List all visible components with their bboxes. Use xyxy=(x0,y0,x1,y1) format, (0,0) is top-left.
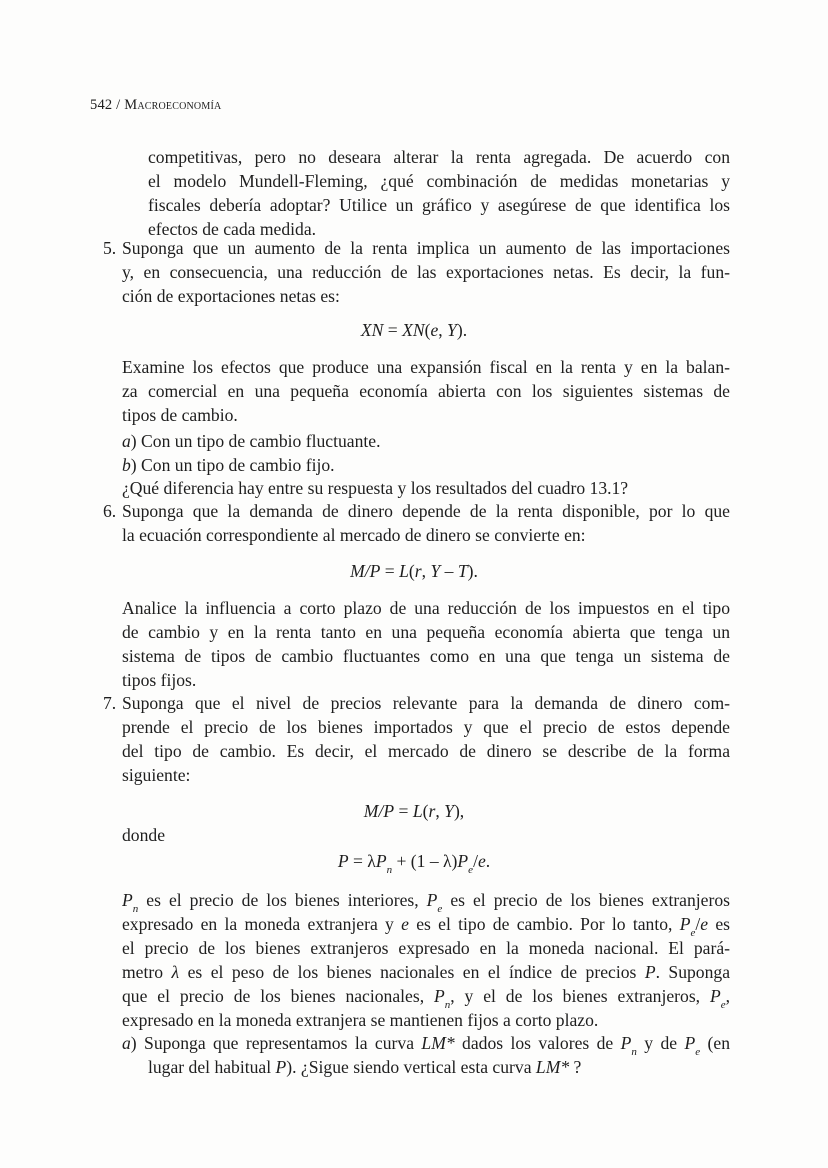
italic-text: LM* xyxy=(421,1033,455,1053)
text-run: – xyxy=(440,561,458,581)
equation xyxy=(0,799,828,823)
text-run: expresado en la moneda extranjera y xyxy=(122,914,402,934)
italic-text: P xyxy=(620,1033,632,1053)
italic-text: e xyxy=(401,914,409,934)
subscript: e xyxy=(695,1046,701,1055)
italic-text: a xyxy=(122,431,131,451)
italic-text: b xyxy=(122,455,131,475)
text-run: ). ¿Sigue siendo vertical esta curva xyxy=(286,1057,536,1077)
text-line xyxy=(122,596,730,620)
text-run: ción de exportaciones netas es: xyxy=(122,286,340,306)
text-run: ( xyxy=(408,561,415,581)
italic-text: e xyxy=(477,851,486,871)
italic-text: L xyxy=(412,801,423,821)
text-run: Suponga que un aumento de la renta implica un aumento de las importaciones xyxy=(122,238,730,258)
text-line xyxy=(122,453,335,477)
text-line xyxy=(122,620,730,644)
equation xyxy=(0,559,828,583)
text-run: sistema de tipos de cambio fluctuantes como en una que tenga un sistema de xyxy=(122,646,730,666)
text-run: , xyxy=(725,986,730,1006)
item-number: 6. xyxy=(103,501,117,521)
subscript: n xyxy=(386,864,393,876)
subscript: n xyxy=(444,999,451,1008)
text-run: del tipo de cambio. Es decir, el mercado de dinero se describe de la forma xyxy=(122,741,730,761)
text-run: y, en consecuencia, una reducción de las exportaciones netas. Es decir, la fun- xyxy=(122,262,730,282)
subscript: e xyxy=(690,927,696,936)
subscript: n xyxy=(132,903,139,912)
text-run: de cambio y en la renta tanto en una pequeña economía abierta que tenga un xyxy=(122,622,730,642)
text-run: Suponga que la demanda de dinero depende de la renta disponible, por lo que xyxy=(122,501,730,521)
text-run: ) Suponga que representamos la curva xyxy=(130,1033,422,1053)
text-run: ). xyxy=(467,561,478,581)
text-run: ? xyxy=(569,1057,582,1077)
text-run: = xyxy=(394,801,413,821)
text-run: ). xyxy=(456,320,468,340)
text-line xyxy=(122,379,730,403)
italic-text: P xyxy=(709,986,721,1006)
text-run: . Suponga xyxy=(655,962,730,982)
italic-text: P xyxy=(433,986,445,1006)
italic-text: P xyxy=(684,1033,696,1053)
text-run: donde xyxy=(122,825,165,845)
italic-text: e xyxy=(430,320,439,340)
text-line xyxy=(122,763,190,787)
text-run: / xyxy=(473,851,478,871)
text-run: es el tipo de cambio. Por lo tanto, xyxy=(408,914,680,934)
italic-text: λ xyxy=(171,962,180,982)
italic-text: e xyxy=(700,914,709,934)
text-line xyxy=(122,1008,598,1032)
text-line xyxy=(122,715,730,739)
text-run: y de xyxy=(636,1033,685,1053)
subscript: e xyxy=(437,903,443,912)
text-line xyxy=(122,912,730,936)
text-run: lugar del habitual xyxy=(148,1057,276,1077)
italic-text: P xyxy=(644,962,656,982)
italic-text: M/P xyxy=(350,561,381,581)
text-run: siguiente: xyxy=(122,765,191,785)
text-run: = xyxy=(380,561,400,581)
italic-text: Y xyxy=(430,561,441,581)
text-line xyxy=(122,984,730,1008)
text-run: es el precio de los bienes interiores, xyxy=(138,890,427,910)
text-run: + (1 – λ) xyxy=(392,851,458,871)
text-line xyxy=(122,960,730,984)
equation xyxy=(0,849,828,876)
text-run: efectos de cada medida. xyxy=(148,219,317,239)
text-run: el precio de los bienes extranjeros expresado en la moneda nacional. El pará- xyxy=(122,938,730,958)
text-line xyxy=(148,145,730,169)
italic-text: LM* xyxy=(535,1057,570,1077)
text-run: , y el de los bienes extranjeros, xyxy=(450,986,710,1006)
text-line xyxy=(122,739,730,763)
italic-text: r xyxy=(428,801,436,821)
text-line xyxy=(122,823,165,847)
text-run: la ecuación correspondiente al mercado de dinero se convierte en: xyxy=(122,525,586,545)
text-run: , xyxy=(438,320,448,340)
text-run: es xyxy=(708,914,730,934)
text-line xyxy=(122,355,730,379)
text-run: competitivas, pero no deseara alterar la renta agregada. De acuerdo con xyxy=(148,147,730,167)
subscript: n xyxy=(631,1046,637,1055)
text-line xyxy=(148,169,730,193)
text-line xyxy=(122,691,730,715)
text-run: es el precio de los bienes extranjeros xyxy=(442,890,730,910)
text-run: , xyxy=(421,561,431,581)
text-run: ( xyxy=(422,801,429,821)
text-line xyxy=(148,193,730,217)
text-run: za comercial en una pequeña economía abierta con los siguientes sistemas de xyxy=(122,381,730,401)
text-line xyxy=(122,476,628,500)
italic-text: XN xyxy=(360,320,384,340)
italic-text: P xyxy=(122,890,133,910)
text-run: tipos fijos. xyxy=(122,670,197,690)
text-run: expresado en la moneda extranjera se mantienen fijos a corto plazo. xyxy=(122,1010,599,1030)
text-run: , xyxy=(435,801,445,821)
text-line xyxy=(122,668,196,692)
text-line xyxy=(122,499,730,523)
text-line xyxy=(122,260,730,284)
text-line xyxy=(122,888,730,912)
text-run: prende el precio de los bienes importados y que el precio de estos depende xyxy=(122,717,730,737)
book-title: Macroeconomía xyxy=(124,97,222,113)
subscript: e xyxy=(468,864,474,876)
italic-text: P xyxy=(337,851,349,871)
italic-text: L xyxy=(399,561,409,581)
text-run: Suponga que el nivel de precios relevante para la demanda de dinero com- xyxy=(122,693,730,713)
italic-text: a xyxy=(122,1033,131,1053)
item-number: 5. xyxy=(103,238,117,258)
text-run: ) Con un tipo de cambio fluctuante. xyxy=(130,431,381,451)
text-run: (en xyxy=(700,1033,730,1053)
text-run: ), xyxy=(453,801,465,821)
italic-text: Y xyxy=(444,801,454,821)
italic-text: P xyxy=(426,890,438,910)
text-run: que el precio de los bienes nacionales, xyxy=(122,986,434,1006)
text-run: es el peso de los bienes nacionales en el índice de precios xyxy=(179,962,645,982)
text-line xyxy=(122,1031,730,1055)
text-run: / xyxy=(695,914,701,934)
text-run: metro xyxy=(122,962,172,982)
text-run: ( xyxy=(424,320,431,340)
text-run: tipos de cambio. xyxy=(122,405,238,425)
text-run: Examine los efectos que produce una expansión fiscal en la renta y en la balan- xyxy=(122,357,730,377)
italic-text: P xyxy=(375,851,387,871)
text-line xyxy=(122,644,730,668)
italic-text: P xyxy=(679,914,691,934)
text-run: el modelo Mundell-Fleming, ¿qué combinación de medidas monetarias y xyxy=(148,171,730,191)
italic-text: M/P xyxy=(363,801,395,821)
text-line xyxy=(148,1055,581,1079)
italic-text: r xyxy=(414,561,422,581)
text-line xyxy=(122,523,586,547)
running-header xyxy=(90,97,221,114)
page-number: 542 / xyxy=(90,97,121,113)
equation xyxy=(0,318,828,342)
text-run: Analice la influencia a corto plazo de una reducción de los impuestos en el tipo xyxy=(122,598,730,618)
italic-text: Y xyxy=(447,320,457,340)
text-line xyxy=(122,429,380,453)
text-run: dados los valores de xyxy=(454,1033,621,1053)
text-line xyxy=(122,284,340,308)
item-number: 7. xyxy=(103,693,117,713)
text-run: = λ xyxy=(348,851,376,871)
italic-text: XN xyxy=(402,320,425,340)
text-line xyxy=(122,403,238,427)
italic-text: P xyxy=(275,1057,287,1077)
text-run: ) Con un tipo de cambio fijo. xyxy=(130,455,335,475)
italic-text: P xyxy=(457,851,469,871)
text-run: . xyxy=(485,851,491,871)
text-run: fiscales debería adoptar? Utilice un gráfico y asegúrese de que identifica los xyxy=(148,195,730,215)
italic-text: T xyxy=(457,561,468,581)
text-line xyxy=(122,236,730,260)
text-run: = xyxy=(383,320,403,340)
text-line xyxy=(122,936,730,960)
subscript: e xyxy=(720,999,726,1008)
text-run: ¿Qué diferencia hay entre su respuesta y los resultados del cuadro 13.1? xyxy=(122,478,629,498)
